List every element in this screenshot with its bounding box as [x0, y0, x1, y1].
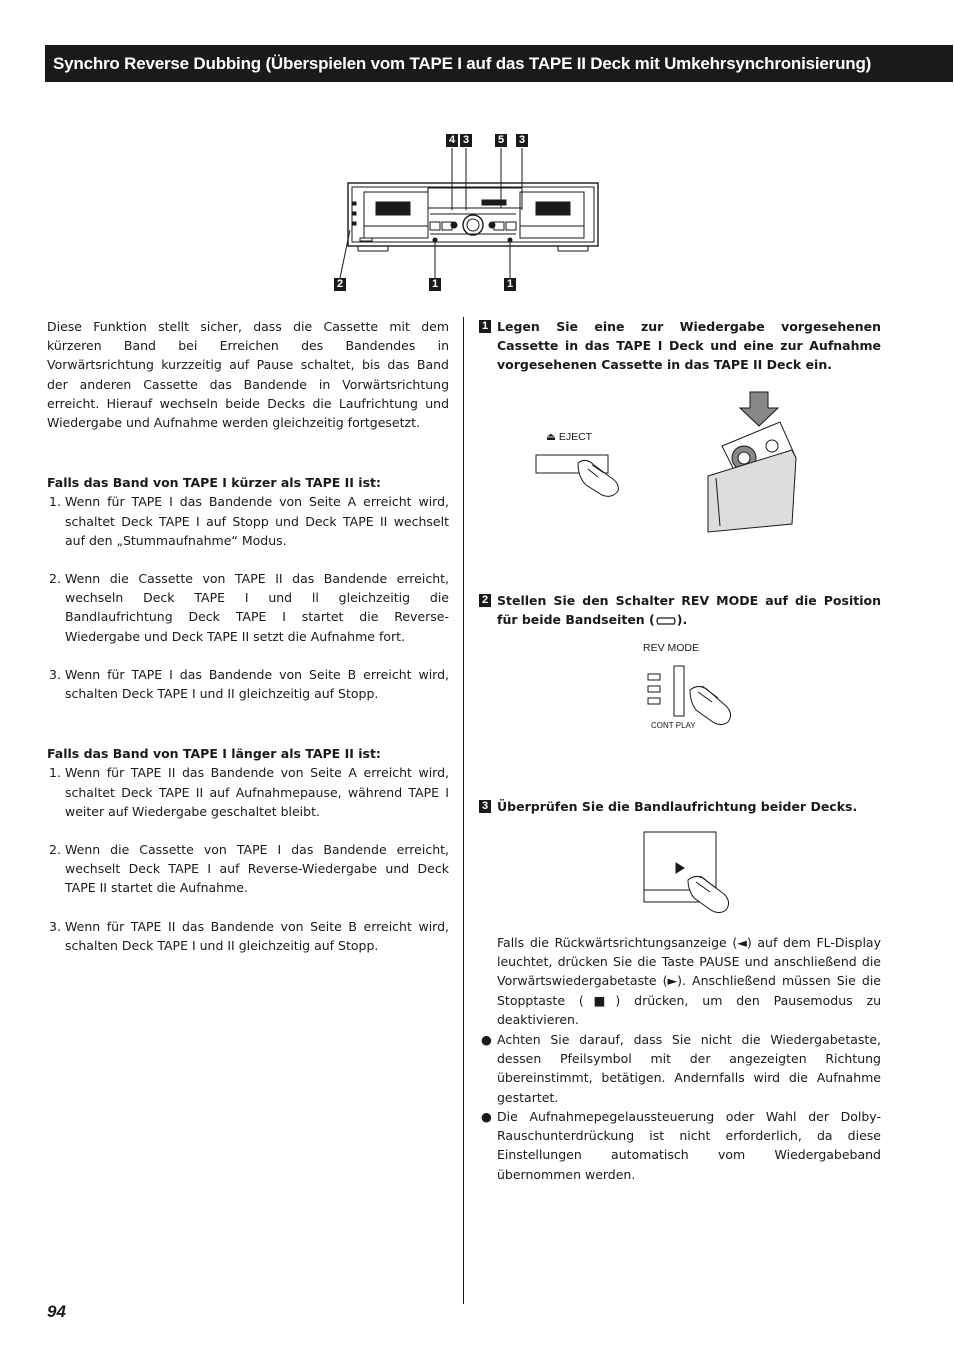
column-divider — [463, 317, 464, 1304]
list-item: 2. Wenn die Cassette von TAPE I das Bandende erreicht, wechselt Deck TAPE I auf Reverse-Wiedergabe und Deck TAPE II startet die Aufnahme. — [49, 842, 449, 896]
bullet-item: ● Die Aufnahmepegelaussteuerung oder Wahl der Dolby-Rauschunterdrückung ist nicht erforderlich, da diese Einstellungen automatisch vom Wiedergabeband übernommen werden. — [481, 1109, 881, 1182]
list-item: 3. Wenn für TAPE I das Bandende von Seite B erreicht wird, schalten Deck TAPE I und II gleichzeitig auf Stopp. — [49, 666, 449, 702]
cassette-insert-illustration — [700, 386, 810, 536]
bullet-icon: ● — [481, 1032, 492, 1047]
hand-pressing-eject — [530, 425, 640, 505]
step-text: Stellen Sie den Schalter REV MODE auf die Position für beide Bandseiten ( ). — [497, 593, 881, 628]
list-item: 1. Wenn für TAPE II das Bandende von Seite A erreicht wird, schaltet Deck TAPE II auf Aufnahmepause, während TAPE I weiter auf Wiedergabe geschaltet bleibt. — [49, 765, 449, 819]
callout-1b: 1 — [504, 278, 516, 291]
cassette-deck-drawing — [330, 130, 610, 295]
step-1 — [479, 317, 881, 375]
list-item: 3. Wenn für TAPE II das Bandende von Seite B erreicht wird, schalten Deck TAPE I und II gleichzeitig auf Stopp. — [49, 918, 449, 953]
callout-4: 4 — [446, 134, 458, 147]
left-column — [47, 317, 449, 955]
rev-mode-illustration — [638, 640, 748, 735]
deck-diagram — [330, 130, 610, 295]
play-button-illustration — [640, 830, 740, 915]
eject-icon: ⏏ — [546, 431, 556, 443]
section1-heading: Falls das Band von TAPE I kürzer als TAPE II ist: — [47, 475, 382, 491]
eject-illustration — [530, 425, 640, 505]
callout-3b: 3 — [516, 134, 528, 147]
callout-5: 5 — [495, 134, 507, 147]
step-2 — [479, 591, 881, 629]
step3-note: Falls die Rückwärtsrichtungsanzeige (◄) auf dem FL-Display leuchtet, drücken Sie die Taste PAUSE und anschließend die Vorwärtswiedergabetaste (►). Anschließend müssen Sie die Stopptaste (■) drücken, um den Pausemodus zu deaktivieren. — [497, 935, 881, 1027]
bullet-icon: ● — [481, 1109, 492, 1124]
eject-label: ⏏ EJECT — [546, 431, 593, 443]
bullet-item: ● Achten Sie darauf, dass Sie nicht die Wiedergabetaste, dessen Pfeilsymbol mit der angezeigten Richtung übereinstimmt, betätigen. Andernfalls wird die Aufnahme gestartet. — [481, 1032, 881, 1105]
rev-mode-label: REV MODE — [643, 642, 700, 654]
step-number: 2 — [479, 594, 491, 607]
step-number: 3 — [479, 800, 491, 813]
callout-3: 3 — [460, 134, 472, 147]
intro-paragraph: Diese Funktion stellt sicher, dass die Cassette mit dem kürzeren Band bei Erreichen des Bandendes in Vorwärtsrichtung kurzzeitig auf Pause schaltet, bis das Band der anderen Cassette das Bandende in Vorwärtsrichtung erreicht. Hierauf wechseln beide Decks die Laufrichtung und Wiedergabe und Aufnahme werden gleichzeitig fortgesetzt. — [47, 319, 449, 431]
step-3 — [479, 797, 881, 816]
page-number: 94 — [47, 1302, 66, 1321]
section2-heading: Falls das Band von TAPE I länger als TAPE II ist: — [47, 746, 381, 762]
callout-2: 2 — [334, 278, 346, 291]
page-title: Synchro Reverse Dubbing (Überspielen vom TAPE I auf das TAPE II Deck mit Umkehrsynchronisierung) — [53, 54, 872, 73]
header-bar — [45, 45, 953, 82]
step-number: 1 — [479, 320, 491, 333]
list-item: 1. Wenn für TAPE I das Bandende von Seite A erreicht wird, schaltet Deck TAPE I auf Stopp und Deck TAPE II wechselt auf den „Stummaufnahme“ Modus. — [49, 494, 449, 548]
cont-play-label: CONT PLAY — [651, 721, 696, 730]
step-text: Legen Sie eine zur Wiedergabe vorgesehenen Cassette in das TAPE I Deck und eine zur Aufnahme vorgesehenen Cassette in das TAPE II Deck ein. — [497, 319, 881, 373]
list-item: 2. Wenn die Cassette von TAPE II das Bandende erreicht, wechseln Deck TAPE I und ll gleichzeitig die Bandlaufrichtung Deck TAPE I startet die Reverse-Wiedergabe und Deck TAPE II setzt die Aufnahme fort. — [49, 571, 449, 644]
both-sides-icon — [655, 616, 677, 626]
section1-list — [47, 492, 449, 703]
callout-1: 1 — [429, 278, 441, 291]
section2-list — [47, 763, 449, 955]
step-text: Überprüfen Sie die Bandlaufrichtung beider Decks. — [497, 799, 858, 814]
